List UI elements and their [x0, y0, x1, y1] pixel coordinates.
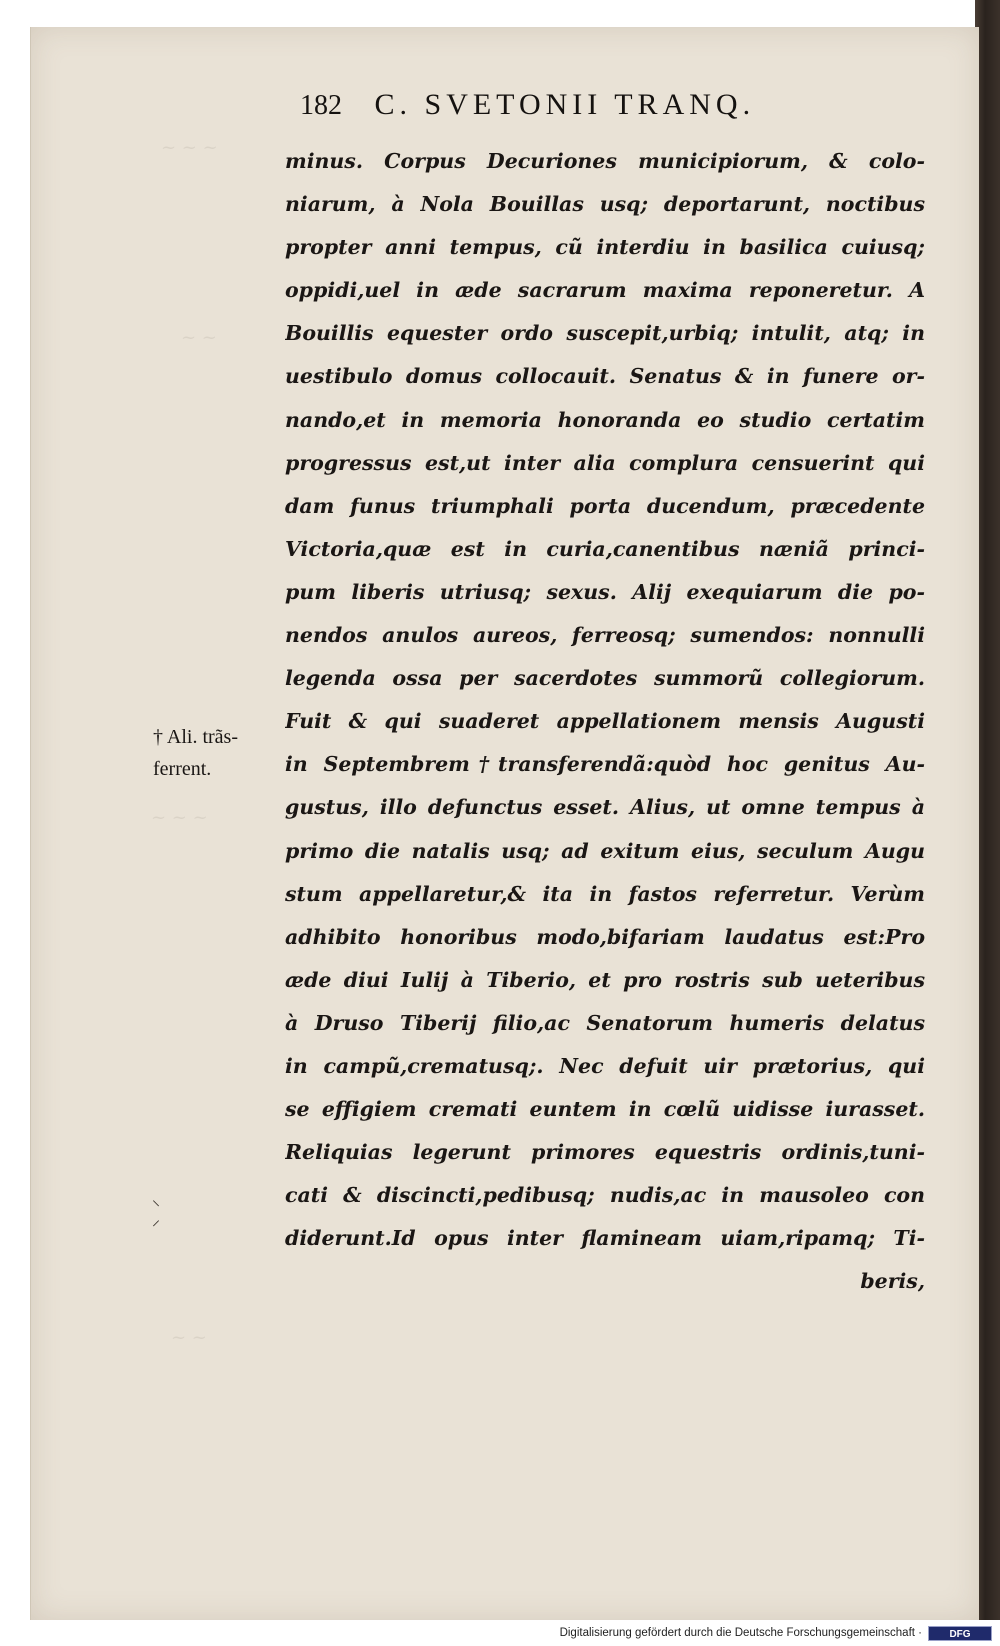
funding-credit: Digitalisierung gefördert durch die Deutsche Forschungsgemeinschaft ·: [559, 1627, 922, 1639]
dfg-logo: DFG: [928, 1626, 992, 1641]
text-line: primo die natalis usq; ad exitum eius, seculum Augu: [285, 838, 925, 863]
text-line: Bouillis equester ordo suscepit,urbiq; intulit, atq; in: [285, 321, 925, 346]
bleed-through-mark: ~ ~: [181, 327, 217, 348]
catchword: beris,: [860, 1269, 925, 1294]
text-line: legenda ossa per sacerdotes summorũ collegiorum.: [285, 666, 925, 691]
margin-note-line: ferrent.: [153, 758, 212, 780]
text-line: Victoria,quæ est in curia,canentibus næniã princi-: [285, 536, 925, 561]
text-line: dam funus triumphali porta ducendum, præcedente: [285, 493, 925, 518]
text-line: se effigiem cremati euntem in cœlũ uidisse iurasset.: [285, 1097, 925, 1122]
page-header: [300, 88, 900, 122]
text-line: gustus, illo defunctus esset. Alius, ut omne tempus à: [285, 795, 925, 820]
text-line: æde diui Iulij à Tiberio, et pro rostris sub ueteribus: [285, 967, 925, 992]
text-line: oppidi,uel in æde sacrarum maxima reponeretur. A: [285, 278, 925, 303]
text-line: in Septembrem†transferendã:quòd hoc genitus Au-: [285, 752, 925, 777]
text-line: propter anni tempus, cũ interdiu in basilica cuiusq;: [285, 235, 925, 260]
text-line: uestibulo domus collocauit. Senatus & in funere or-: [285, 364, 925, 389]
footer-bar: [0, 1624, 1000, 1646]
text-line: minus. Corpus Decuriones municipiorum, & colo-: [285, 149, 925, 173]
text-line: stum appellaretur,& ita in fastos referretur. Verùm: [285, 881, 925, 906]
text-line: nando,et in memoria honoranda eo studio certatim: [285, 407, 925, 432]
text-line: diderunt.Id opus inter flamineam uiam,ripamq; Ti-: [285, 1226, 925, 1251]
text-line: niarum, à Nola Bouillas usq; deportarunt, noctibus: [285, 192, 925, 217]
running-head: C. SVETONII TRANQ.: [374, 88, 756, 121]
margin-mark: ⸝: [152, 1210, 161, 1229]
bleed-through-mark: ~ ~ ~: [151, 807, 208, 828]
text-line: cati & discincti,pedibusq; nudis,ac in mausoleo con: [285, 1183, 925, 1208]
text-line: nendos anulos aureos, ferreosq; sumendos: nonnulli: [285, 623, 925, 648]
text-line: adhibito honoribus modo,bifariam laudatus est:Pro: [285, 924, 925, 949]
margin-note-line: † Ali. trãs-: [153, 726, 238, 748]
body-text: [285, 140, 925, 1304]
text-line: Fuit & qui suaderet appellationem mensis Augusti: [285, 709, 925, 734]
text-line: progressus est,ut inter alia complura censuerint qui: [285, 450, 925, 475]
bleed-through-mark: ~ ~ ~: [161, 137, 218, 158]
margin-note: [153, 721, 278, 785]
margin-mark: ⸜: [152, 1190, 161, 1209]
text-line: in campũ,crematusq;. Nec defuit uir prætorius, qui: [285, 1053, 925, 1078]
text-line: à Druso Tiberij filio,ac Senatorum humeris delatus: [285, 1010, 925, 1035]
text-line: Reliquias legerunt primores equestris ordinis,tuni-: [285, 1140, 925, 1165]
text-line: pum liberis utriusq; sexus. Alij exequiarum die po-: [285, 579, 925, 604]
bleed-through-mark: ~ ~: [171, 1327, 207, 1348]
page-number: 182: [300, 90, 342, 121]
